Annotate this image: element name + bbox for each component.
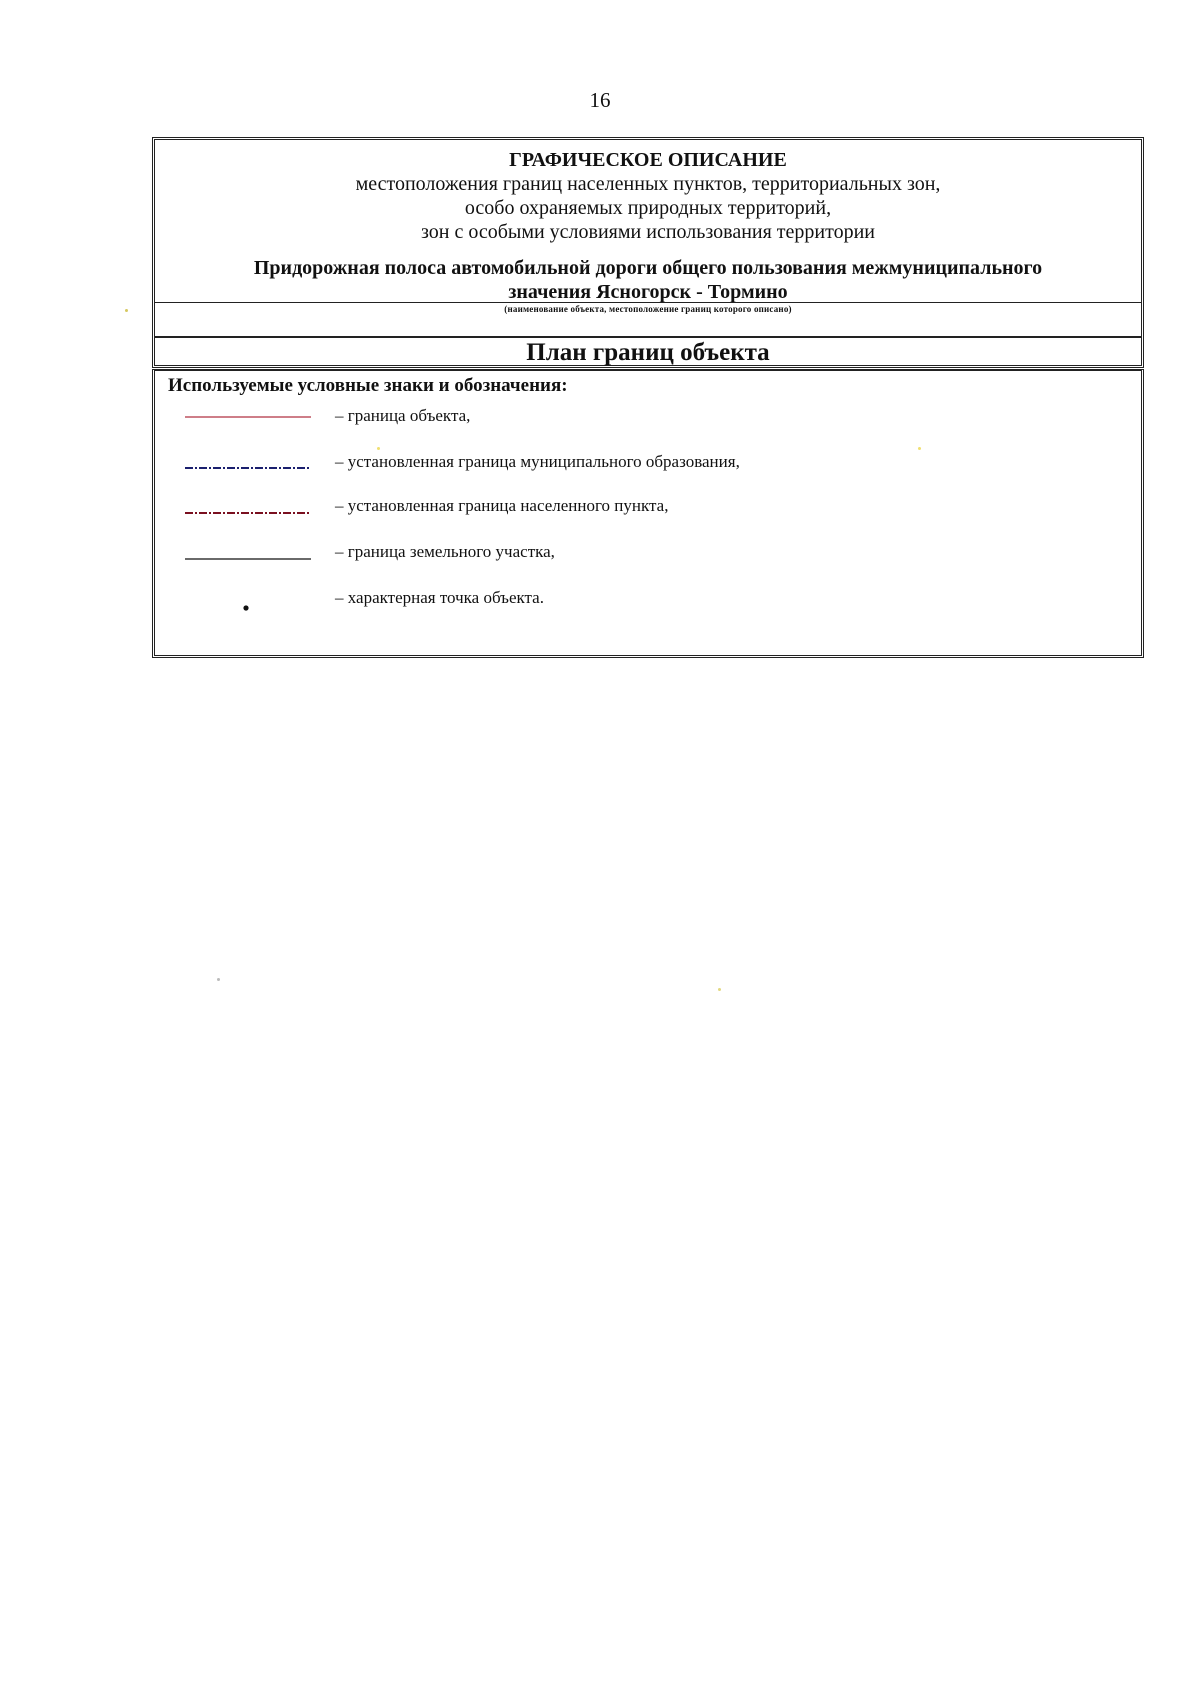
legend-item-land-plot-boundary [155,539,1141,567]
object-name [155,256,1141,304]
scan-speck [718,988,721,991]
subtitle-line-2: особо охраняемых природных территорий, [464,197,832,219]
scan-speck [217,978,220,981]
legend-heading: Используемые условные знаки и обозначения: [168,375,568,396]
legend-box [152,369,1144,658]
title-block [155,148,1141,244]
settlement-boundary-line-sample [185,493,311,521]
legend-item-settlement-boundary [155,493,1141,521]
legend-label-land-plot-boundary: – граница земельного участка, [335,542,555,561]
municipal-boundary-line-sample [185,449,311,477]
legend-label-object-boundary: – граница объекта, [335,406,471,425]
characteristic-point-sample [185,585,311,613]
land-plot-boundary-line-sample [185,539,311,567]
object-name-line-2: значения Ясногорск - Тормино [508,281,788,303]
object-boundary-line-sample [185,403,311,431]
document-title: ГРАФИЧЕСКОЕ ОПИСАНИЕ [509,149,787,171]
legend-item-characteristic-point [155,585,1141,613]
object-caption: (наименование объекта, местоположение границ которого описано) [504,304,792,314]
legend-item-object-boundary [155,403,1141,431]
scan-speck [377,447,380,450]
legend-label-settlement-boundary: – установленная граница населенного пункта, [335,496,669,515]
legend-label-characteristic-point: – характерная точка объекта. [335,588,544,607]
plan-title: План границ объекта [526,339,770,366]
legend-label-municipal-boundary: – установленная граница муниципального образования, [335,452,740,471]
divider [155,337,1141,338]
object-name-line-1: Придорожная полоса автомобильной дороги общего пользования межмуниципального [253,257,1043,279]
legend-item-municipal-boundary [155,449,1141,477]
page-number: 16 [589,88,611,112]
subtitle-line-1: местоположения границ населенных пунктов, территориальных зон, [355,173,941,195]
scan-speck [918,447,921,450]
header-box [152,137,1144,368]
subtitle-line-3: зон с особыми условиями использования территории [420,221,876,243]
scan-speck [125,309,128,312]
divider [155,302,1141,303]
